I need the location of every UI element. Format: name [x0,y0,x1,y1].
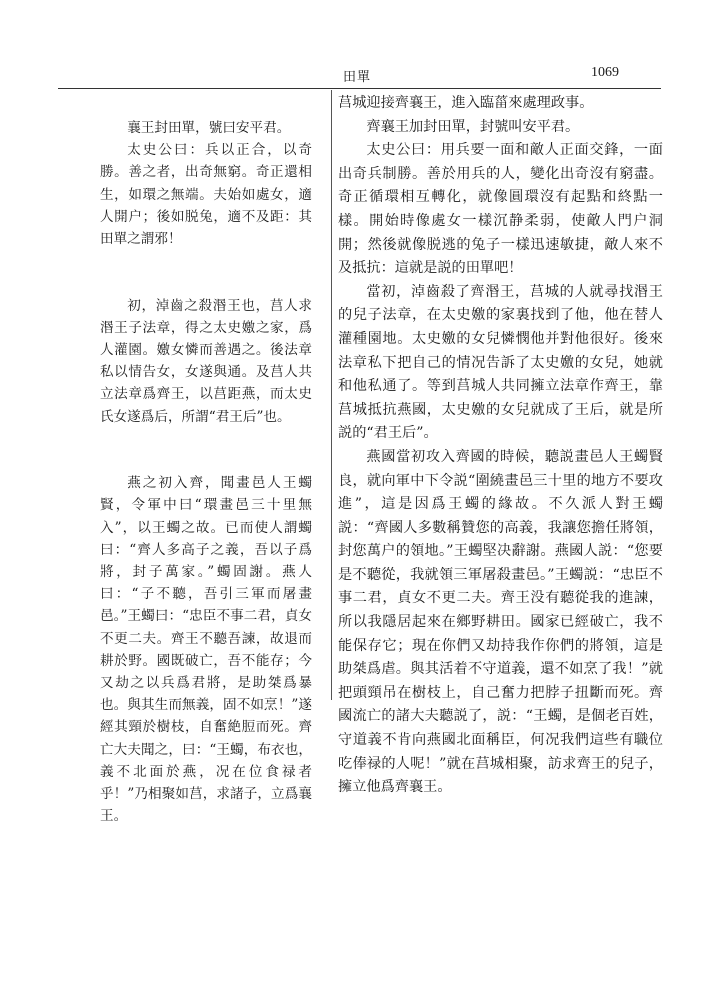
classical-paragraph: 襄王封田單，號曰安平君。 [127,120,291,136]
translation-paragraph: 太史公曰：用兵要一面和敵人正面交鋒，一面出奇兵制勝。善於用兵的人，變化出奇沒有窮盡。奇正循環相互轉化，就像圓環沒有起點和終點一樣。開始時像處女一樣沉静柔弱，使敵人門户洞開；然後就像脱逃的兔子一樣迅速敏捷，敵人來不及抵抗：這就是説的田單吧！ [338,142,663,277]
translation-paragraph: 燕國當初攻入齊國的時候，聽説畫邑人王蠋賢良，就向軍中下令説“圍繞畫邑三十里的地方不要攻進”，這是因爲王蠋的緣故。不久派人對王蠋説：“齊國人多數稱贊您的高義，我讓您擔任將領，封您萬户的領地。”王蠋堅决辭謝。燕國人説：“您要是不聽從，我就領三軍屠殺畫邑。”王蠋説：“忠臣不事二君，貞女不更二夫。齊王没有聽從我的進諫，所以我隱居起來在鄉野耕田。國家已經破亡，我不能保存它；現在你們又劫持我作你們的將領，這是助桀爲虐。與其活着不守道義，還不如烹了我！”就把頭頸吊在樹枝上，自己奮力把脖子扭斷而死。齊國流亡的諸大夫聽説了，説：“王蠋，是個老百姓，守道義不肯向燕國北面稱臣，何况我們這些有職位吃俸禄的人呢！”就在莒城相聚，訪求齊王的兒子，擁立他爲齊襄王。 [338,448,663,796]
header-rule [58,88,661,89]
translation-paragraph: 莒城迎接齊襄王，進入臨菑來處理政事。 [338,95,594,111]
translation-paragraph: 當初，淖齒殺了齊湣王，莒城的人就尋找湣王的兒子法章，在太史嬓的家裏找到了他，他在替人灌種園地。太史嬓的女兒憐憫他并對他很好。後來法章私下把自己的情况告訴了太史嬓的女兒，她就和他私通了。等到莒城人共同擁立法章作齊王，靠莒城抵抗燕國，太史嬓的女兒就成了王后，就是所説的“君王后”。 [338,283,663,442]
running-title: 田單 [343,70,372,85]
classical-paragraph: 初，淖齒之殺湣王也，莒人求湣王子法章，得之太史嬓之家，爲人灌園。嬓女憐而善遇之。後法章私以情告女，女遂與通。及莒人共立法章爲齊王，以莒距燕，而太史氏女遂爲后，所謂“君王后”也。 [100,297,312,425]
translation-paragraph: 齊襄王加封田單，封號叫安平君。 [366,118,580,135]
classical-paragraph: 燕之初入齊，聞畫邑人王蠋賢，令軍中曰“環畫邑三十里無入”，以王蠋之故。已而使人謂蠋曰：“齊人多高子之義，吾以子爲將，封子萬家。”蠋固謝。燕人曰：“子不聽，吾引三軍而屠畫邑。”王蠋曰：“忠臣不事二君，貞女不更二夫。齊王不聽吾諫，故退而耕於野。國既破亡，吾不能存；今又劫之以兵爲君將，是助桀爲暴也。與其生而無義，固不如烹！”遂經其頸於樹枝，自奮絶脰而死。齊亡大夫聞之，曰：“王蠋，布衣也，義不北面於燕，况在位食禄者乎！”乃相聚如莒，求諸子，立爲襄王。 [100,475,312,825]
classical-paragraph: 太史公曰：兵以正合，以奇勝。善之者，出奇無窮。奇正還相生，如環之無端。夫始如處女，適人開户；後如脱兔，適不及距：其田單之謂邪！ [100,142,312,248]
page-header [0,66,716,88]
classical-text-column [100,117,312,827]
page-number: 1069 [591,65,619,80]
translation-column [338,92,663,800]
column-divider [331,90,332,700]
